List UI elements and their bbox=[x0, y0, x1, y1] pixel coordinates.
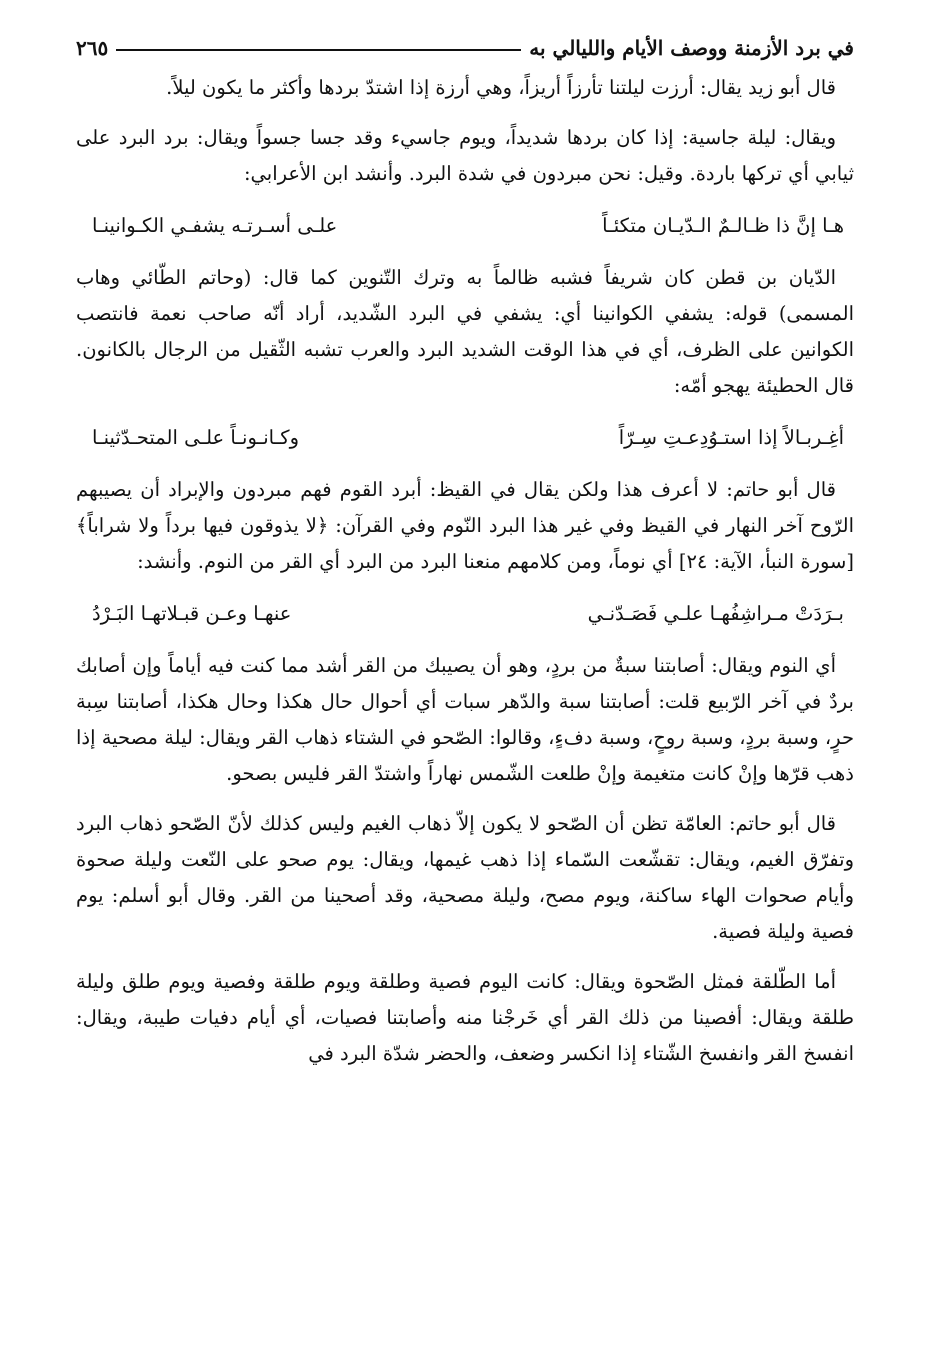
verse-first-hemistich: أغِـربـالاً إذا استـوُدِعـتِ سِـرّاً bbox=[618, 426, 844, 449]
running-title: في برد الأزمنة ووصف الأيام والليالي به bbox=[529, 36, 854, 60]
paragraph: قال أبو زيد يقال: أرزت ليلتنا تأرزاً أريزاً، وهي أرزة إذا اشتدّ بردها وأكثر ما يكون ليلاً. bbox=[166, 76, 836, 99]
verse-line bbox=[76, 594, 854, 634]
verse-line bbox=[76, 206, 854, 246]
verse-second-hemistich: وكـانـونـاً علـى المتحـدّثينـا bbox=[92, 426, 300, 449]
paragraph: ويقال: ليلة جاسية: إذا كان بردها شديداً، ويوم جاسيء وقد جسا جسواً ويقال: برد البرد على ثيابي أي تركها باردة. وقيل: نحن مبردون في شدة البرد. وأنشد ابن الأعرابي: bbox=[76, 126, 854, 185]
verse-first-hemistich: بـرَدَتْ مـراشِفُهـا علـي فَصَـدّنـي bbox=[587, 602, 844, 625]
verse-second-hemistich: عنهـا وعـن قبـلاتهـا البَـرْدُ bbox=[92, 602, 292, 625]
running-header bbox=[76, 26, 854, 70]
paragraph: أي النوم ويقال: أصابتنا سبةٌ من بردٍ، وهو أن يصيبك من القر أشد مما كنت فيه أياماً وإن أصابك بردٌ في آخر الرّبيع قلت: أصابتنا سبة والدّهر سبات أي أحوال حال هكذا وحال هكذا، أصابتنا سِبة حرٍ، وسبة بردٍ، وسبة روحٍ، وسبة دفءٍ، وقالوا: الصّحو في الشتاء ذهاب القر ويقال: ليلة مصحية إذا ذهب قرّها وإنْ كانت متغيمة وإنْ طلعت الشّمس نهاراً واشتدّ القر فليس بصحو. bbox=[76, 654, 854, 785]
paragraph: قال أبو حاتم: العامّة تظن أن الصّحو لا يكون إلاّ ذهاب الغيم وليس كذلك لأنّ الصّحو ذهاب البرد وتفرّق الغيم، ويقال: تقشّعت السّماء إذا ذهب غيمها، ويقال: يوم صحو على النّعت وليلة صحوة وأيام صحوات الهاء ساكنة، ويوم مصح، وليلة مصحية، وقد أصحينا من القر. وقال أبو أسلم: يوم فصية وليلة فصية. bbox=[76, 812, 854, 943]
page-number: ٢٦٥ bbox=[76, 36, 109, 60]
paragraph: الدّيان بن قطن كان شريفاً فشبه ظالماً به وترك التّنوين كما قال: (وحاتم الطّائي وهاب المسمى) قوله: يشفي الكوانينا أي: يشفي في البرد الشّديد، أراد أنّه صاحب نعمة فانتصب الكوانين على الظرف، أي في هذا الوقت الشديد البرد والعرب تشبه الثّقيل من الرجال بالكانون. قال الحطيئة يهجو أمّه: bbox=[76, 266, 854, 397]
verse-second-hemistich: علـى أسـرتـه يشفـي الكـوانينـا bbox=[92, 214, 338, 237]
page-body bbox=[76, 70, 854, 1072]
paragraph: قال أبو حاتم: لا أعرف هذا ولكن يقال في القيظ: أبرد القوم فهم مبردون والإبراد أن يصيبهم الرّوح آخر النهار في القيظ وفي غير هذا البرد النّوم وفي القرآن: ﴿لا يذوقون فيها برداً ولا شراباً﴾ [سورة النبأ، الآية: ٢٤] أي نوماً، ومن كلامهم منعنا البرد من البرد أي القر من النوم. وأنشد: bbox=[76, 478, 854, 573]
header-rule bbox=[116, 49, 521, 51]
verse-first-hemistich: هـا إنَّ ذا ظـالـمٌ الـدّيـان متكئـاً bbox=[602, 214, 844, 237]
paragraph: أما الطّلقة فمثل الصّحوة ويقال: كانت اليوم فصية وطلقة ويوم طلقة وفصية ويوم طلق وليلة طلقة ويقال: أفصينا من ذلك القر أي خَرجْنا منه وأصابتنا فصيات، أي أيام دفيات طيبة، ويقال: انفسخ القر وانفسخ الشّتاء إذا انكسر وضعف، والحضر شدّة البرد في bbox=[76, 970, 854, 1065]
verse-line bbox=[76, 418, 854, 458]
